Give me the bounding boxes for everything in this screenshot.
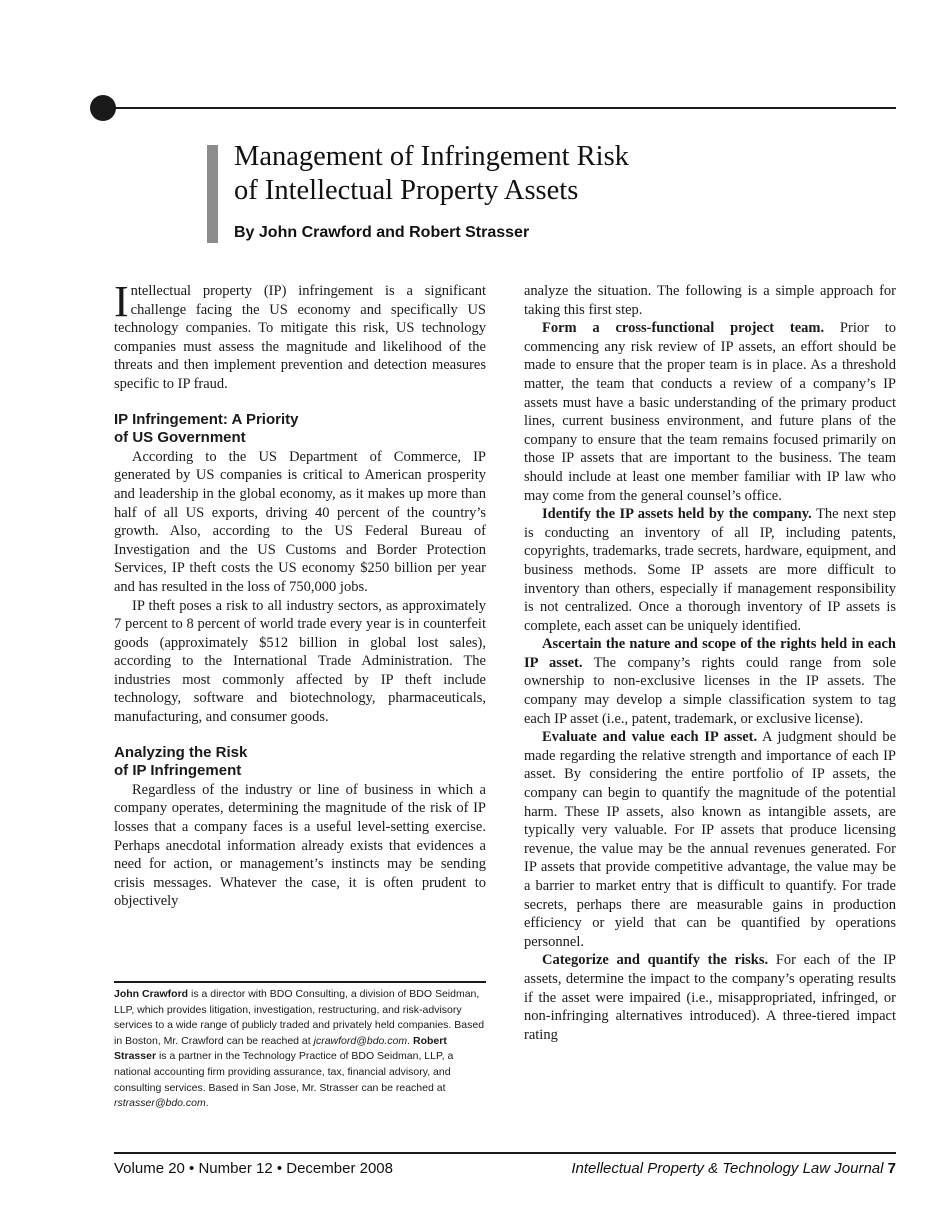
- bio-text: is a partner in the Technology Practice of BDO Seidman, LLP, a national accounting firm providing assurance, tax, financial advisory, and consulting services. Based in San Jose, Mr. Strasser can be reached at: [114, 1050, 454, 1094]
- body-paragraph: IP theft poses a risk to all industry sectors, as approximately 7 percent to 8 percent of world trade every year is in counterfeit goods (approximately $512 billion in global lost sales), according to the International Trade Administration. The industries most commonly affected by IP theft include technology, software and biotechnology, pharmaceuticals, manufacturing, and consumer goods.: [114, 597, 486, 726]
- continuation-paragraph: analyze the situation. The following is a simple approach for taking this first step.: [524, 283, 896, 318]
- heading-line: IP Infringement: A Priority: [114, 410, 299, 428]
- step-body: The next step is conducting an inventory of all IP, including patents, copyrights, trademarks, trade secrets, hardware, equipment, and business methods. Some IP assets are more difficult to inventory than others, especially if management responsibility is not centralized. Once a thorough inventory of IP assets is complete, each asset can be uniquely identified.: [524, 506, 896, 634]
- heading-line: of IP Infringement: [114, 762, 242, 780]
- step-body: The company’s rights could range from sole ownership to non-exclusive licenses in the IP assets. The company may develop a simple classification system to tag each IP asset (i.e., patent, trademark, or exclusive license).: [524, 654, 897, 727]
- step-paragraph: [524, 319, 896, 505]
- step-paragraph: [524, 951, 896, 1044]
- step-paragraph: [524, 635, 896, 728]
- author-bio: [114, 987, 486, 1112]
- bio-text: .: [407, 1034, 413, 1047]
- heading-line: Analyzing the Risk: [114, 743, 248, 761]
- step-heading: Categorize and quantify the risks.: [542, 952, 769, 969]
- author-name: John Crawford: [114, 988, 189, 1000]
- body-paragraph: Regardless of the industry or line of business in which a company operates, determining the magnitude of the risk of IP losses that a company faces is a useful level-setting exercise. Perhaps anecdotal information already exists that evidences a need for action, or management’s instincts may be sending crisis messages. Whatever the case, it is often prudent to objectively: [114, 781, 486, 910]
- byline: By John Crawford and Robert Strasser: [234, 224, 530, 241]
- step-heading: Identify the IP assets held by the company.: [542, 506, 812, 523]
- intro-text: ntellectual property (IP) infringement is a significant challenge facing the US economy and specifically US technology companies. To mitigate this risk, US technology companies must assess the magnitude and likelihood of the threats and then implement prevention and detection measures specific to IP fraud.: [114, 283, 486, 392]
- step-heading: Form a cross-functional project team.: [542, 320, 825, 337]
- journal-name: Intellectual Property & Technology Law Journal: [571, 1160, 884, 1177]
- section-heading-analyzing-risk: [114, 744, 486, 781]
- author-email: rstrasser@bdo.com: [114, 1097, 206, 1110]
- drop-cap: I: [114, 277, 129, 326]
- title-line-2: of Intellectual Property Assets: [234, 175, 579, 206]
- footer-rule: [114, 1152, 896, 1154]
- running-footer: [571, 1160, 896, 1177]
- heading-line: of US Government: [114, 429, 246, 447]
- step-paragraph: [524, 505, 896, 635]
- step-body: For each of the IP assets, determine the impact to the company’s operating results if the asset were impaired (i.e., misappropriated, infringed, or non-infringing alternatives introduced). A three-tiered impact rating: [524, 952, 896, 1043]
- article-title: [234, 140, 854, 208]
- page-number: 7: [887, 1160, 896, 1177]
- step-heading: Evaluate and value each IP asset.: [542, 729, 758, 746]
- step-body: A judgment should be made regarding the relative strength and importance of each IP asset. By considering the entire portfolio of IP assets, the company can begin to quantify the magnitude of the potential harm. These IP assets, also known as intangible assets, are typically very valuable. For IP assets that produce licensing revenue, the value may be the annual revenues generated. For IP assets that provide competitive advantage, the value may be a barrier to market entry that is difficult to quantify. For trade secrets, perhaps there are measurable gains in production efficiency or yield that can be quantified by operations personnel.: [524, 729, 896, 950]
- step-heading: Ascertain the nature and scope of the rights held in each IP asset.: [524, 636, 896, 671]
- section-heading-ip-priority: [114, 411, 486, 448]
- issue-info: Volume 20 • Number 12 • December 2008: [114, 1160, 393, 1177]
- title-accent-bar: [207, 145, 218, 243]
- bio-text: is a director with BDO Consulting, a division of BDO Seidman, LLP, which provides litigation, investigation, restructuring, and risk-advisory services to a wide range of publicly traded and privately held companies. Based in Boston, Mr. Crawford can be reached at: [114, 988, 485, 1047]
- header-dot: [90, 95, 116, 121]
- step-body: Prior to commencing any risk review of IP assets, an effort should be made to ensure that the proper team is in place. As a threshold matter, the team that conducts a review of a company’s IP assets must have a basic understanding of the primary product lines, current business environment, and future plans of the company to ensure that the team remains focused primarily on those IP assets that are important to the business. The team should include at least one member familiar with IP law who may come from the general counsel’s office.: [524, 320, 896, 504]
- title-line-1: Management of Infringement Risk: [234, 141, 629, 172]
- step-paragraph: [524, 728, 896, 951]
- bio-text: .: [205, 1097, 209, 1110]
- bio-divider: [114, 981, 486, 983]
- top-rule: [104, 107, 896, 109]
- body-paragraph: According to the US Department of Commerce, IP generated by US companies is critical to American prosperity and leadership in the global economy, as it makes up more than half of all US exports, driving 40 percent of the country’s growth. Also, according to the US Federal Bureau of Investigation and the US Customs and Border Protection Services, IP theft costs the US economy $250 billion per year and has resulted in the loss of 750,000 jobs.: [114, 448, 486, 595]
- author-email: jcrawford@bdo.com: [313, 1034, 408, 1047]
- author-name: Robert Strasser: [114, 1034, 447, 1063]
- left-column: [114, 277, 486, 911]
- intro-paragraph: [114, 277, 486, 394]
- right-column: [524, 282, 896, 1044]
